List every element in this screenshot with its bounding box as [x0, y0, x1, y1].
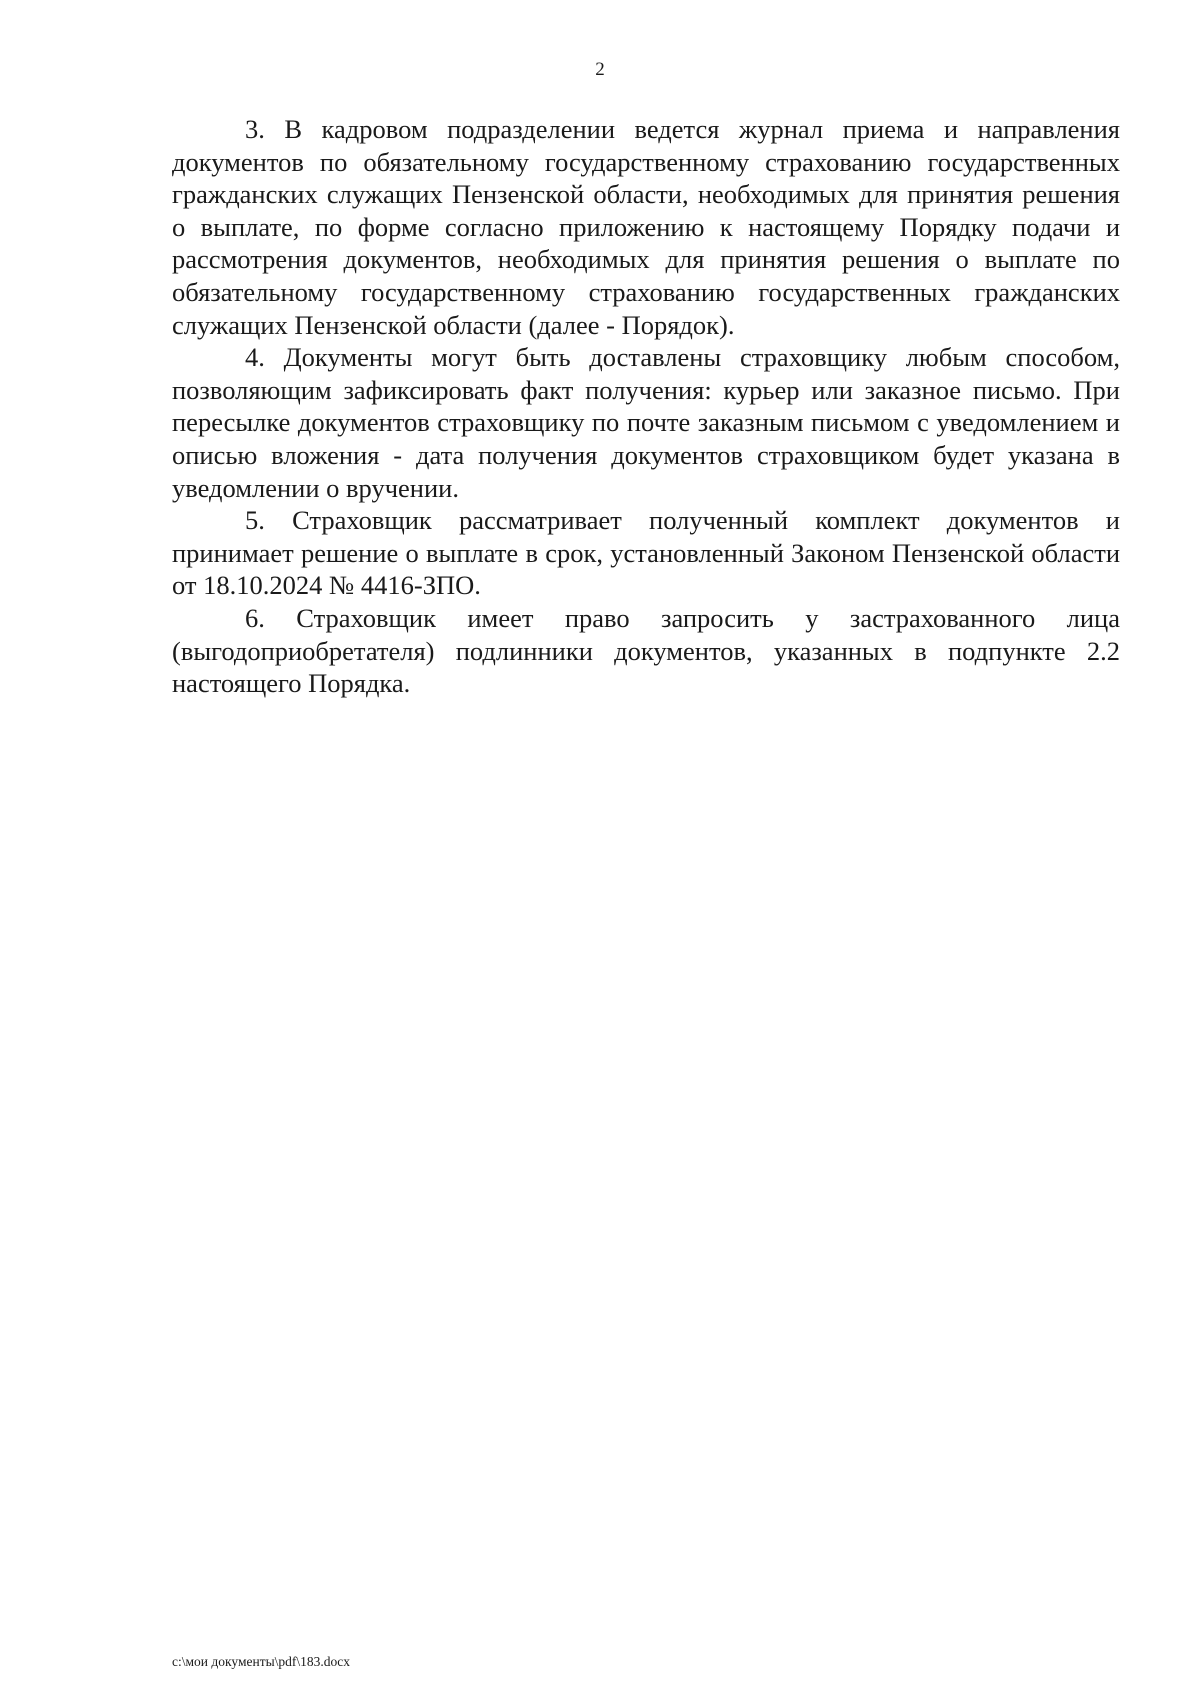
footer-file-path: c:\мои документы\pdf\183.docx	[172, 1654, 351, 1669]
paragraph-5: 5. Страховщик рассматривает полученный комплект документов и принимает решение о выплате в срок, установленный Законом Пензенской области от 18.10.2024 № 4416-ЗПО.	[172, 505, 1120, 601]
paragraph-4: 4. Документы могут быть доставлены страховщику любым способом, позволяющим зафиксировать факт получения: курьер или заказное письмо. При пересылке документов страховщику по почте заказным письмом с уведомлением и описью вложения - дата получения документов страховщиком будет указана в уведомлении о вручении.	[172, 342, 1120, 503]
paragraph-6: 6. Страховщик имеет право запросить у застрахованного лица (выгодоприобретателя) подлинники документов, указанных в подпункте 2.2 настоящего Порядка.	[172, 602, 1120, 699]
paragraph-3: 3. В кадровом подразделении ведется журнал приема и направления документов по обязательному государственному страхованию государственных гражданских служащих Пензенской области, необходимых для принятия решения о выплате, по форме согласно приложению к настоящему Порядку подачи и рассмотрения документов, необходимых для принятия решения о выплате по обязательному государственному страхованию государственных гражданских служащих Пензенской области (далее - Порядок).	[172, 114, 1120, 340]
document-body	[172, 113, 1120, 700]
page-number: 2	[595, 59, 605, 80]
